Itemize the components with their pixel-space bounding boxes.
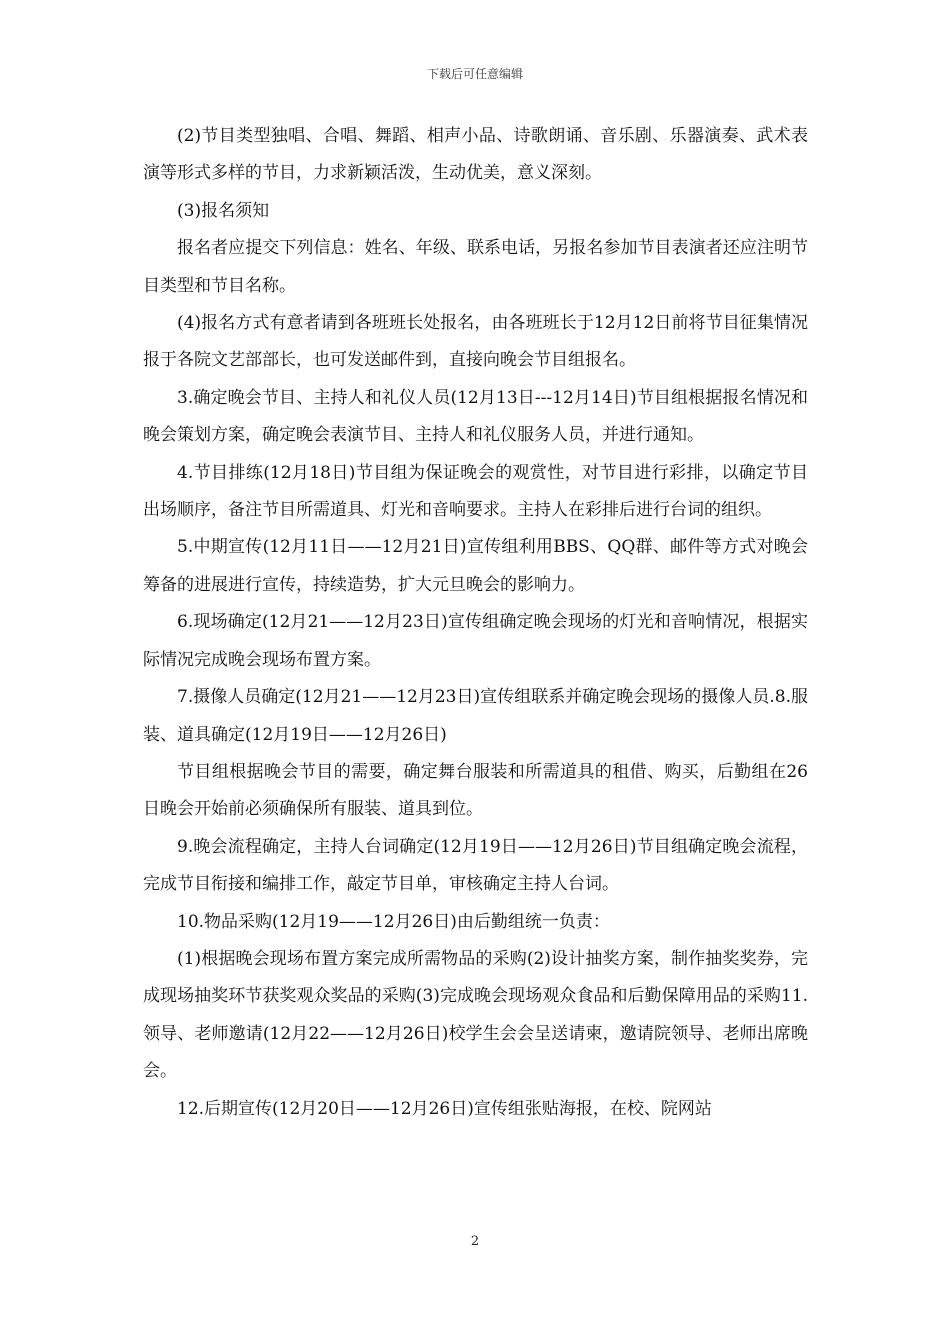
- paragraph: (4)报名方式有意者请到各班班长处报名，由各班班长于12月12日前将节目征集情况报于各院文艺部部长，也可发送邮件到，直接向晚会节目组报名。: [143, 313, 808, 371]
- paragraph: 4.节目排练(12月18日)节目组为保证晚会的观赏性，对节目进行彩排，以确定节目出场顺序，备注节目所需道具、灯光和音响要求。主持人在彩排后进行台词的组织。: [143, 462, 808, 521]
- paragraph: 7.摄像人员确定(12月21——12月23日)宣传组联系并确定晚会现场的摄像人员.8.服装、道具确定(12月19日——12月26日): [143, 687, 808, 745]
- page-number: 2: [470, 1234, 480, 1249]
- paragraph: (1)根据晚会现场布置方案完成所需物品的采购(2)设计抽奖方案，制作抽奖奖券，完成现场抽奖环节获奖观众奖品的采购(3)完成晚会现场观众食品和后勤保障用品的采购11.领导、老师邀请(12月22——12月26日)校学生会会呈送请柬，邀请院领导、老师出席晚会。: [143, 948, 808, 1082]
- document-body: [143, 118, 808, 1128]
- paragraph: (3)报名须知: [177, 200, 270, 221]
- paragraph: (2)节目类型独唱、合唱、舞蹈、相声小品、诗歌朗诵、音乐剧、乐器演奏、武术表演等形式多样的节目，力求新颖活泼，生动优美，意义深刻。: [143, 126, 808, 184]
- paragraph: 报名者应提交下列信息：姓名、年级、联系电话，另报名参加节目表演者还应注明节目类型和节目名称。: [143, 238, 808, 296]
- paragraph: 6.现场确定(12月21——12月23日)宣传组确定晚会现场的灯光和音响情况，根据实际情况完成晚会现场布置方案。: [143, 612, 808, 670]
- paragraph: 9.晚会流程确定，主持人台词确定(12月19日——12月26日)节目组确定晚会流程，完成节目衔接和编排工作，敲定节目单，审核确定主持人台词。: [143, 836, 808, 895]
- paragraph: 节目组根据晚会节目的需要，确定舞台服装和所需道具的租借、购买，后勤组在26日晚会开始前必须确保所有服装、道具到位。: [143, 761, 808, 820]
- paragraph: 12.后期宣传(12月20日——12月26日)宣传组张贴海报，在校、院网站: [177, 1098, 712, 1119]
- paragraph: 10.物品采购(12月19——12月26日)由后勤组统一负责：: [177, 911, 610, 932]
- paragraph: 5.中期宣传(12月11日——12月21日)宣传组利用BBS、QQ群、邮件等方式对晚会筹备的进展进行宣传，持续造势，扩大元旦晚会的影响力。: [143, 537, 808, 595]
- paragraph: 3.确定晚会节目、主持人和礼仪人员(12月13日---12月14日)节目组根据报名情况和晚会策划方案，确定晚会表演节目、主持人和礼仪服务人员，并进行通知。: [143, 387, 808, 446]
- page-header: 下载后可任意编辑: [426, 67, 523, 81]
